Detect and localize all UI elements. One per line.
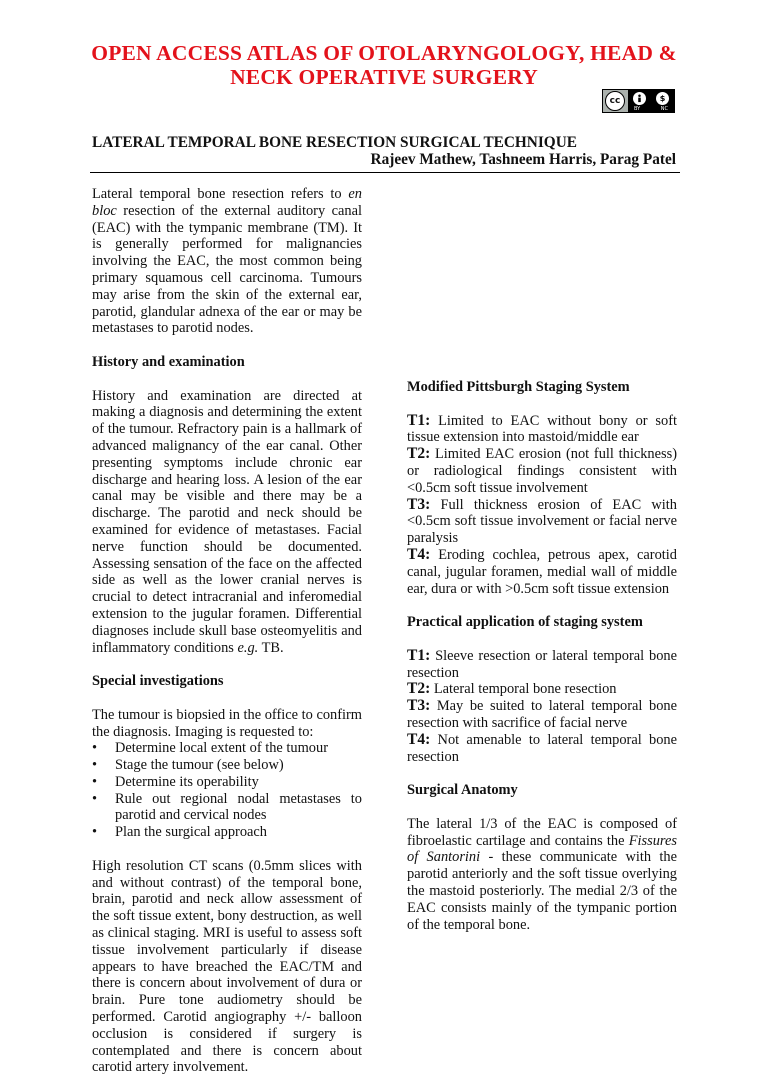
ct-paragraph-continuation-space [407,186,677,379]
staging-heading: Modified Pittsburgh Staging System [407,379,630,395]
atlas-title-line-2: NECK OPERATIVE SURGERY [230,65,538,89]
imaging-purposes-list [92,740,362,841]
list-item: • Stage the tumour (see below) [92,757,284,774]
right-column [407,186,677,933]
history-paragraph: History and examination are directed at making a diagnosis and determining the extent of the tumour. Refractory pain is a hallmark of advanced malignancy of the ear canal. Other presenting symptoms include chronic ear discharge and hearing loss. A lesion of the ear canal may be visible and there may be a discharge. The parotid and neck should be examined for evidence of metastases. Facial nerve function should be documented. Assessing sensation of the face on the affected side as well as the lower cranial nerves is crucial to detect intracranial and inferomedial extension to the jugular foramen. Differential diagnoses include skull base osteomyelitis and inflammatory conditions e.g. TB. [92,387,362,656]
intro-paragraph: Lateral temporal bone resection refers to en bloc resection of the external auditory canal (EAC) with the tympanic membrane (TM). It is generally performed for malignancies involving the EAC, the most common being primary squamous cell carcinoma. Tumours may arise from the skin of the external ear, parotid, glandular adnexa of the ear or may be metastases to parotid nodes. [92,186,362,337]
history-heading: History and examination [92,353,245,370]
license-by-tag: BY [634,106,641,112]
staging-item-t2: T2: Limited EAC erosion (not full thickness) or radiological findings consistent with <0.5cm soft tissue involvement [407,445,677,496]
practical-item-t1: T1: Sleeve resection or lateral temporal bone resection [407,646,677,681]
left-column [92,186,362,1076]
license-nc-tag: NC [660,106,668,112]
list-item: • Rule out regional nodal metastases to parotid and cervical nodes [92,790,362,824]
creative-commons-license-badge [602,89,675,113]
anatomy-paragraph: The lateral 1/3 of the EAC is composed of fibroelastic cartilage and contains the Fissures of Santorini - these communicate with the parotid anteriorly and the soft tissue overlying the mastoid posteriorly. The medial 2/3 of the EAC consists mainly of the tympanic portion of the temporal bone. [407,815,677,933]
anatomy-heading: Surgical Anatomy [407,782,518,799]
ct-paragraph: High resolution CT scans (0.5mm slices with and without contrast) of the temporal bone, brain, parotid and neck allow assessment of the soft tissue extent, bony destruction, as well as clinical staging. MRI is useful to assess soft tissue involvement particularly if disease appears to have breached the EAC/TM and there is concern about involvement of dura or brain. Pure tone audiometry should be performed. Carotid angiography +/- balloon occlusion is considered if surgery is contemplated and there is concern about carotid artery involvement. [92,857,362,1076]
article-title: LATERAL TEMPORAL BONE RESECTION SURGICAL TECHNIQUE [92,134,577,151]
list-item: • Plan the surgical approach [92,824,267,841]
practical-item-t2: T2: Lateral temporal bone resection [407,680,617,698]
practical-item-t4: T4: Not amenable to lateral temporal bone resection [407,730,677,765]
attribution-person-icon [633,92,646,105]
special-intro-paragraph: The tumour is biopsied in the office to confirm the diagnosis. Imaging is requested to: [92,706,362,740]
license-terms [628,90,674,112]
practical-item-t3: T3: May be suited to lateral temporal bone resection with sacrifice of facial nerve [407,697,677,731]
list-item: • Determine its operability [92,773,259,790]
atlas-title [40,41,728,89]
staging-item-t3: T3: Full thickness erosion of EAC with <0.5cm soft tissue involvement or facial nerve paralysis [407,495,677,547]
list-item: • Determine local extent of the tumour [92,740,328,757]
practical-heading: Practical application of staging system [407,614,643,631]
cc-icon: cc [605,91,625,111]
atlas-title-line-1: OPEN ACCESS ATLAS OF OTOLARYNGOLOGY, HEAD & [91,41,677,65]
article-authors: Rajeev Mathew, Tashneem Harris, Parag Patel [370,151,676,168]
staging-item-t4: T4: Eroding cochlea, petrous apex, carotid canal, jugular foramen, medial wall of middle ear, dura or with >0.5cm soft tissue extension [407,545,677,597]
noncommercial-dollar-icon: $ [656,92,669,105]
staging-item-t1: T1: Limited to EAC without bony or soft tissue extension into mastoid/middle ear [407,411,677,446]
header-divider [90,172,680,173]
special-investigations-heading: Special investigations [92,673,224,690]
